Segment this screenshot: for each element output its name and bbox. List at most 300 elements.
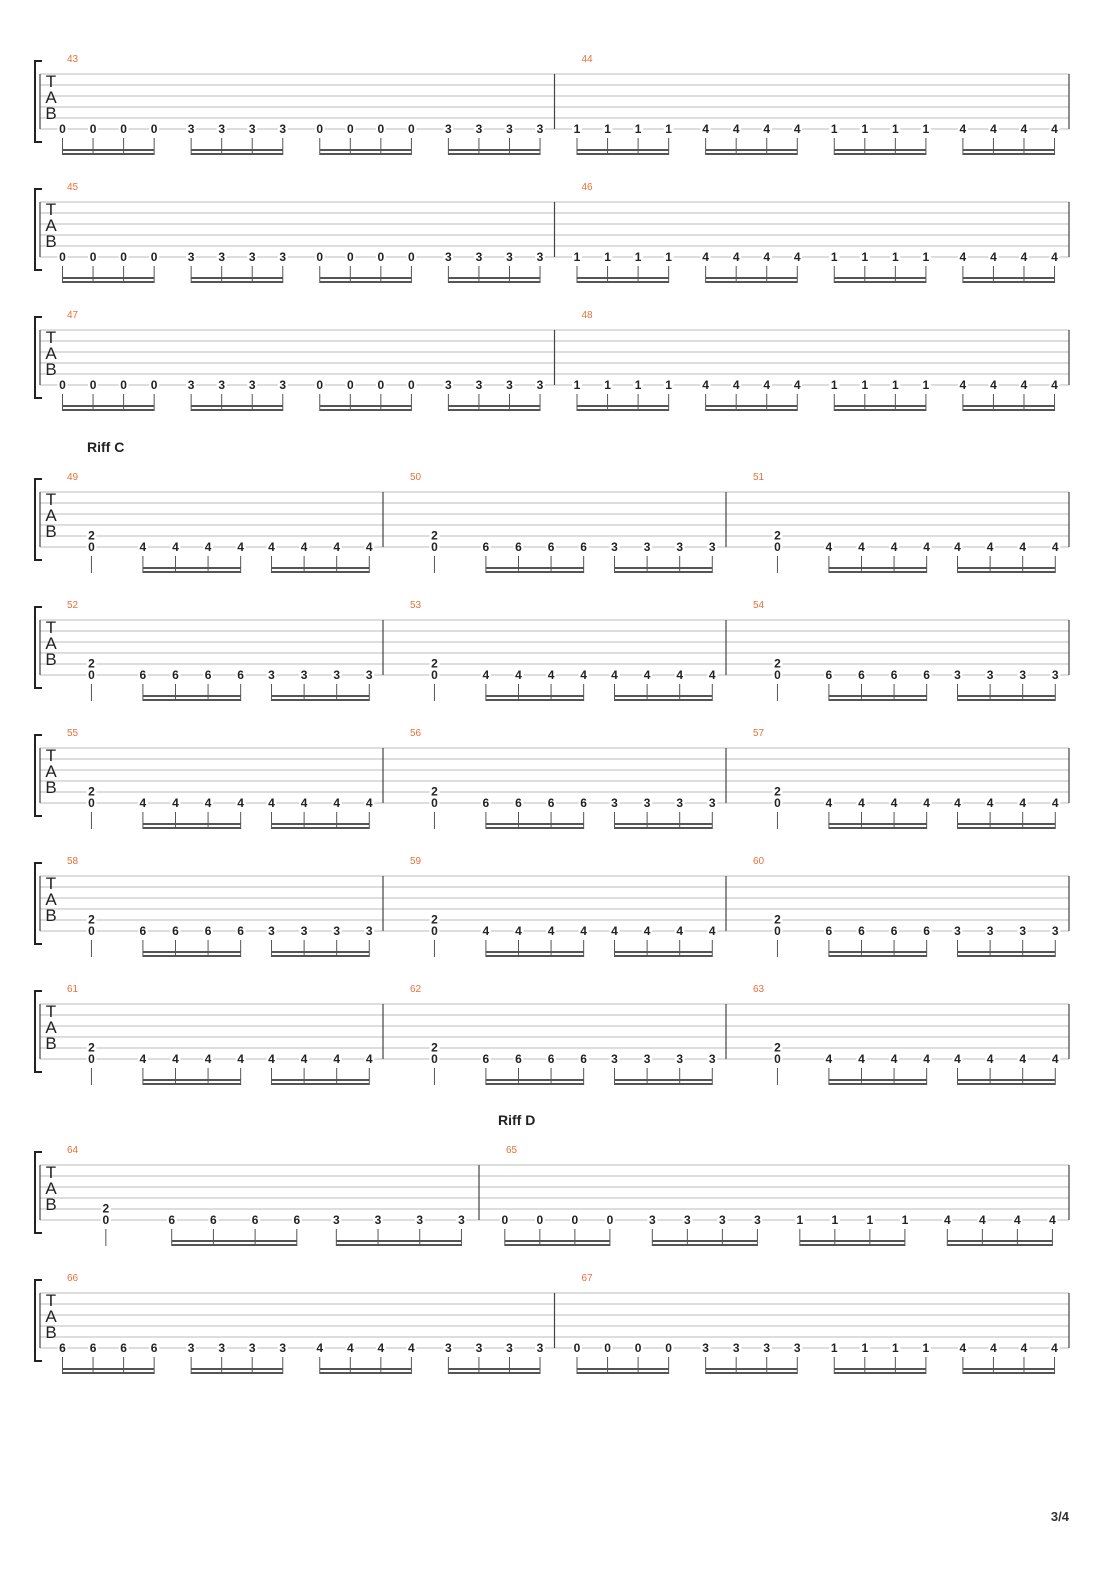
- measure-number: 55: [67, 728, 79, 739]
- tab-clef-letter: A: [45, 890, 57, 909]
- tab-clef-letter: B: [45, 1195, 57, 1214]
- fret-number: 1: [892, 378, 899, 392]
- fret-number: 0: [316, 122, 324, 136]
- measure-number: 46: [581, 182, 593, 193]
- fret-number: 6: [547, 1052, 555, 1066]
- fret-number: 3: [643, 796, 651, 810]
- fret-number: 2: [88, 912, 95, 927]
- fret-number: 3: [248, 250, 256, 264]
- fret-number: 4: [708, 668, 716, 682]
- fret-number: 3: [536, 378, 544, 392]
- fret-number: 4: [702, 250, 709, 264]
- fret-number: 0: [774, 668, 781, 682]
- fret-number: 3: [333, 668, 341, 682]
- fret-number: 0: [774, 924, 781, 938]
- fret-number: 6: [168, 1213, 176, 1227]
- fret-number: 6: [237, 668, 244, 682]
- tab-clef-letter: T: [45, 72, 57, 91]
- system-bracket: [35, 317, 42, 398]
- fret-number: 0: [431, 540, 438, 554]
- fret-number: 4: [793, 122, 801, 136]
- fret-number: 3: [445, 378, 452, 392]
- fret-number: 4: [237, 540, 244, 554]
- fret-number: 3: [218, 1341, 226, 1355]
- fret-number: 3: [506, 378, 513, 392]
- fret-number: 0: [573, 1341, 581, 1355]
- fret-number: 3: [248, 122, 256, 136]
- fret-number: 4: [482, 924, 490, 938]
- fret-number: 6: [210, 1213, 217, 1227]
- fret-number: 1: [922, 250, 930, 264]
- fret-number: 1: [901, 1213, 909, 1227]
- fret-number: 4: [333, 540, 341, 554]
- fret-number: 1: [830, 1341, 838, 1355]
- fret-number: 3: [506, 122, 513, 136]
- fret-number: 4: [365, 1052, 373, 1066]
- fret-number: 3: [445, 1341, 452, 1355]
- fret-number: 4: [858, 1052, 865, 1066]
- fret-number: 4: [990, 250, 997, 264]
- fret-number: 1: [796, 1213, 804, 1227]
- measure-number: 48: [581, 310, 593, 321]
- fret-number: 1: [604, 378, 611, 392]
- fret-number: 1: [831, 1213, 839, 1227]
- fret-number: 1: [665, 250, 672, 264]
- fret-number: 0: [88, 540, 95, 554]
- measure-number: 47: [67, 310, 79, 321]
- fret-number: 1: [830, 250, 838, 264]
- fret-number: 3: [300, 668, 308, 682]
- fret-number: 6: [172, 924, 179, 938]
- fret-number: 0: [59, 378, 66, 392]
- fret-number: 2: [431, 784, 438, 799]
- tab-clef-letter: B: [45, 104, 57, 123]
- fret-number: 0: [120, 250, 127, 264]
- fret-number: 4: [139, 1052, 147, 1066]
- fret-number: 4: [979, 1213, 986, 1227]
- tab-clef-letter: A: [45, 762, 57, 781]
- fret-number: 1: [922, 378, 930, 392]
- measure-number: 56: [410, 728, 422, 739]
- fret-number: 0: [59, 250, 66, 264]
- fret-number: 6: [547, 540, 555, 554]
- fret-number: 0: [346, 378, 354, 392]
- system-bracket: [35, 479, 42, 560]
- fret-number: 1: [665, 378, 672, 392]
- measure-number: 63: [753, 984, 765, 995]
- fret-number: 0: [377, 250, 385, 264]
- fret-number: 4: [377, 1341, 385, 1355]
- measure-number: 51: [753, 472, 765, 483]
- fret-number: 3: [187, 250, 195, 264]
- fret-number: 4: [365, 540, 373, 554]
- fret-number: 3: [793, 1341, 801, 1355]
- fret-number: 3: [218, 122, 226, 136]
- fret-number: 4: [793, 378, 801, 392]
- fret-number: 3: [365, 924, 373, 938]
- fret-number: 2: [88, 1040, 95, 1055]
- fret-number: 3: [536, 1341, 544, 1355]
- fret-number: 4: [139, 540, 147, 554]
- fret-number: 3: [279, 378, 287, 392]
- section-label: Riff D: [498, 1112, 536, 1128]
- fret-number: 3: [611, 1052, 618, 1066]
- system-bracket: [35, 189, 42, 270]
- fret-number: 4: [763, 250, 771, 264]
- fret-number: 3: [754, 1213, 761, 1227]
- measure-number: 43: [67, 54, 79, 65]
- fret-number: 0: [88, 668, 95, 682]
- fret-number: 0: [634, 1341, 642, 1355]
- fret-number: 3: [416, 1213, 424, 1227]
- fret-number: 4: [204, 796, 212, 810]
- fret-number: 2: [431, 656, 438, 671]
- fret-number: 4: [300, 1052, 308, 1066]
- fret-number: 0: [431, 668, 438, 682]
- fret-number: 4: [204, 540, 212, 554]
- fret-number: 6: [890, 924, 898, 938]
- fret-number: 4: [702, 378, 709, 392]
- fret-number: 4: [172, 796, 179, 810]
- fret-number: 4: [890, 1052, 898, 1066]
- fret-number: 4: [858, 796, 865, 810]
- fret-number: 1: [634, 378, 642, 392]
- fret-number: 4: [858, 540, 865, 554]
- fret-number: 1: [922, 122, 930, 136]
- fret-number: 4: [333, 796, 341, 810]
- tab-clef-letter: T: [45, 746, 57, 765]
- fret-number: 4: [676, 668, 684, 682]
- fret-number: 4: [825, 540, 833, 554]
- fret-number: 1: [573, 122, 581, 136]
- fret-number: 0: [150, 378, 158, 392]
- fret-number: 4: [954, 1052, 961, 1066]
- section-label: Riff C: [87, 439, 125, 455]
- fret-number: 4: [172, 540, 179, 554]
- fret-number: 6: [293, 1213, 301, 1227]
- fret-number: 0: [102, 1213, 110, 1227]
- fret-number: 3: [986, 924, 994, 938]
- measure-number: 57: [753, 728, 765, 739]
- fret-number: 4: [923, 796, 930, 810]
- fret-number: 6: [139, 924, 147, 938]
- fret-number: 0: [665, 1341, 672, 1355]
- fret-number: 4: [986, 796, 994, 810]
- fret-number: 0: [316, 250, 324, 264]
- fret-number: 0: [150, 122, 158, 136]
- system-bracket: [35, 991, 42, 1072]
- fret-number: 1: [861, 122, 869, 136]
- fret-number: 3: [332, 1213, 340, 1227]
- fret-number: 4: [482, 668, 490, 682]
- fret-number: 0: [431, 1052, 438, 1066]
- fret-number: 3: [268, 924, 275, 938]
- fret-number: 3: [611, 796, 618, 810]
- system-bracket: [35, 61, 42, 142]
- fret-number: 4: [825, 1052, 833, 1066]
- system-bracket: [35, 1280, 42, 1361]
- fret-number: 3: [648, 1213, 656, 1227]
- fret-number: 4: [1051, 540, 1059, 554]
- fret-number: 0: [88, 924, 95, 938]
- fret-number: 4: [237, 796, 244, 810]
- fret-number: 1: [573, 378, 581, 392]
- fret-number: 3: [676, 1052, 684, 1066]
- fret-number: 3: [300, 924, 308, 938]
- tab-clef-letter: A: [45, 1179, 57, 1198]
- fret-number: 6: [482, 540, 490, 554]
- fret-number: 4: [793, 250, 801, 264]
- system-bracket: [35, 735, 42, 816]
- fret-number: 3: [1051, 924, 1059, 938]
- fret-number: 6: [858, 924, 865, 938]
- fret-number: 1: [830, 122, 838, 136]
- fret-number: 4: [204, 1052, 212, 1066]
- fret-number: 3: [248, 1341, 256, 1355]
- fret-number: 4: [943, 1213, 951, 1227]
- fret-number: 3: [475, 250, 483, 264]
- fret-number: 3: [445, 250, 452, 264]
- measure-number: 60: [753, 856, 765, 867]
- fret-number: 3: [954, 924, 961, 938]
- measure-number: 54: [753, 600, 765, 611]
- fret-number: 1: [861, 378, 869, 392]
- fret-number: 2: [431, 1040, 438, 1055]
- fret-number: 3: [954, 668, 961, 682]
- fret-number: 4: [954, 796, 961, 810]
- fret-number: 3: [1019, 924, 1027, 938]
- fret-number: 6: [59, 1341, 66, 1355]
- fret-number: 4: [346, 1341, 354, 1355]
- fret-number: 0: [89, 250, 97, 264]
- fret-number: 1: [634, 250, 642, 264]
- fret-number: 3: [676, 540, 684, 554]
- measure-number: 53: [410, 600, 422, 611]
- fret-number: 4: [611, 668, 618, 682]
- fret-number: 1: [892, 250, 899, 264]
- tab-clef-letter: T: [45, 1291, 57, 1310]
- fret-number: 1: [830, 378, 838, 392]
- fret-number: 0: [377, 378, 385, 392]
- tab-clef-letter: A: [45, 1307, 57, 1326]
- fret-number: 4: [732, 250, 740, 264]
- fret-number: 3: [732, 1341, 740, 1355]
- fret-number: 3: [719, 1213, 726, 1227]
- fret-number: 4: [959, 250, 967, 264]
- fret-number: 4: [708, 924, 716, 938]
- fret-number: 2: [431, 528, 438, 543]
- fret-number: 3: [475, 378, 483, 392]
- measure-number: 64: [67, 1145, 79, 1156]
- tab-clef-letter: A: [45, 216, 57, 235]
- fret-number: 4: [702, 122, 709, 136]
- fret-number: 6: [204, 924, 212, 938]
- fret-number: 0: [604, 1341, 611, 1355]
- fret-number: 4: [959, 1341, 967, 1355]
- fret-number: 3: [643, 540, 651, 554]
- fret-number: 1: [604, 250, 611, 264]
- fret-number: 0: [59, 122, 66, 136]
- fret-number: 4: [1020, 378, 1028, 392]
- fret-number: 0: [408, 378, 415, 392]
- tab-clef-letter: B: [45, 1323, 57, 1342]
- measure-number: 50: [410, 472, 422, 483]
- fret-number: 4: [990, 1341, 997, 1355]
- fret-number: 4: [1051, 378, 1058, 392]
- fret-number: 3: [458, 1213, 465, 1227]
- fret-number: 0: [89, 122, 97, 136]
- fret-number: 0: [150, 250, 158, 264]
- fret-number: 0: [88, 1052, 95, 1066]
- fret-number: 4: [1049, 1213, 1056, 1227]
- page-number: 3/4: [1050, 1509, 1069, 1524]
- fret-number: 0: [88, 796, 95, 810]
- fret-number: 0: [774, 796, 781, 810]
- fret-number: 2: [774, 656, 781, 671]
- fret-number: 4: [268, 796, 275, 810]
- fret-number: 4: [959, 122, 967, 136]
- fret-number: 6: [515, 796, 522, 810]
- fret-number: 4: [986, 1052, 994, 1066]
- fret-number: 4: [825, 796, 833, 810]
- fret-number: 4: [1051, 250, 1058, 264]
- fret-number: 4: [300, 540, 308, 554]
- fret-number: 4: [333, 1052, 341, 1066]
- tab-clef-letter: A: [45, 634, 57, 653]
- fret-number: 4: [986, 540, 994, 554]
- fret-number: 3: [611, 540, 618, 554]
- fret-number: 4: [1019, 796, 1027, 810]
- fret-number: 6: [890, 668, 898, 682]
- fret-number: 3: [187, 1341, 195, 1355]
- fret-number: 4: [580, 924, 587, 938]
- fret-number: 4: [408, 1341, 415, 1355]
- fret-number: 4: [643, 924, 651, 938]
- tab-clef-letter: A: [45, 344, 57, 363]
- measure-number: 61: [67, 984, 79, 995]
- fret-number: 1: [604, 122, 611, 136]
- fret-number: 0: [346, 250, 354, 264]
- fret-number: 3: [986, 668, 994, 682]
- fret-number: 3: [702, 1341, 709, 1355]
- fret-number: 1: [573, 250, 581, 264]
- fret-number: 2: [774, 784, 781, 799]
- measure-number: 65: [506, 1145, 518, 1156]
- fret-number: 4: [1020, 122, 1028, 136]
- fret-number: 4: [763, 378, 771, 392]
- measure-number: 52: [67, 600, 79, 611]
- fret-number: 6: [139, 668, 147, 682]
- measure-number: 59: [410, 856, 422, 867]
- fret-number: 6: [172, 668, 179, 682]
- measure-number: 67: [581, 1273, 593, 1284]
- fret-number: 2: [88, 784, 95, 799]
- fret-number: 1: [892, 1341, 899, 1355]
- fret-number: 6: [482, 1052, 490, 1066]
- fret-number: 4: [268, 540, 275, 554]
- measure-number: 45: [67, 182, 79, 193]
- fret-number: 0: [431, 796, 438, 810]
- tab-clef-letter: A: [45, 506, 57, 525]
- fret-number: 3: [365, 668, 373, 682]
- fret-number: 4: [1014, 1213, 1021, 1227]
- fret-number: 3: [218, 250, 226, 264]
- fret-number: 0: [120, 378, 127, 392]
- fret-number: 4: [923, 1052, 930, 1066]
- fret-number: 1: [634, 122, 642, 136]
- tab-clef-letter: T: [45, 874, 57, 893]
- fret-number: 3: [506, 1341, 513, 1355]
- fret-number: 4: [580, 668, 587, 682]
- fret-number: 0: [606, 1213, 614, 1227]
- fret-number: 4: [990, 122, 997, 136]
- fret-number: 3: [475, 122, 483, 136]
- tab-clef-letter: B: [45, 360, 57, 379]
- tab-clef-letter: B: [45, 778, 57, 797]
- fret-number: 3: [708, 1052, 716, 1066]
- fret-number: 6: [237, 924, 244, 938]
- fret-number: 4: [268, 1052, 275, 1066]
- fret-number: 3: [536, 122, 544, 136]
- measure-number: 49: [67, 472, 79, 483]
- measure-number: 44: [581, 54, 593, 65]
- fret-number: 6: [251, 1213, 259, 1227]
- fret-number: 0: [431, 924, 438, 938]
- fret-number: 4: [1051, 796, 1059, 810]
- fret-number: 6: [580, 1052, 587, 1066]
- fret-number: 6: [204, 668, 212, 682]
- fret-number: 3: [279, 122, 287, 136]
- fret-number: 3: [187, 378, 195, 392]
- fret-number: 4: [890, 796, 898, 810]
- fret-number: 6: [547, 796, 555, 810]
- fret-number: 4: [515, 668, 522, 682]
- fret-number: 4: [547, 668, 555, 682]
- fret-number: 0: [501, 1213, 509, 1227]
- fret-number: 0: [89, 378, 97, 392]
- fret-number: 3: [279, 250, 287, 264]
- fret-number: 0: [408, 250, 415, 264]
- fret-number: 6: [858, 668, 865, 682]
- fret-number: 3: [684, 1213, 691, 1227]
- system-bracket: [35, 863, 42, 944]
- fret-number: 3: [763, 1341, 771, 1355]
- tab-clef-letter: B: [45, 522, 57, 541]
- measure-number: 66: [67, 1273, 79, 1284]
- fret-number: 3: [1019, 668, 1027, 682]
- fret-number: 4: [763, 122, 771, 136]
- fret-number: 4: [990, 378, 997, 392]
- fret-number: 1: [861, 1341, 869, 1355]
- fret-number: 3: [643, 1052, 651, 1066]
- fret-number: 6: [89, 1341, 97, 1355]
- system-bracket: [35, 1152, 42, 1233]
- fret-number: 6: [580, 796, 587, 810]
- fret-number: 2: [431, 912, 438, 927]
- fret-number: 6: [923, 668, 930, 682]
- fret-number: 4: [172, 1052, 179, 1066]
- fret-number: 6: [482, 796, 490, 810]
- fret-number: 0: [774, 540, 781, 554]
- fret-number: 4: [139, 796, 147, 810]
- fret-number: 2: [774, 1040, 781, 1055]
- fret-number: 3: [475, 1341, 483, 1355]
- fret-number: 0: [377, 122, 385, 136]
- fret-number: 6: [515, 540, 522, 554]
- tab-clef-letter: B: [45, 906, 57, 925]
- fret-number: 3: [218, 378, 226, 392]
- fret-number: 3: [1051, 668, 1059, 682]
